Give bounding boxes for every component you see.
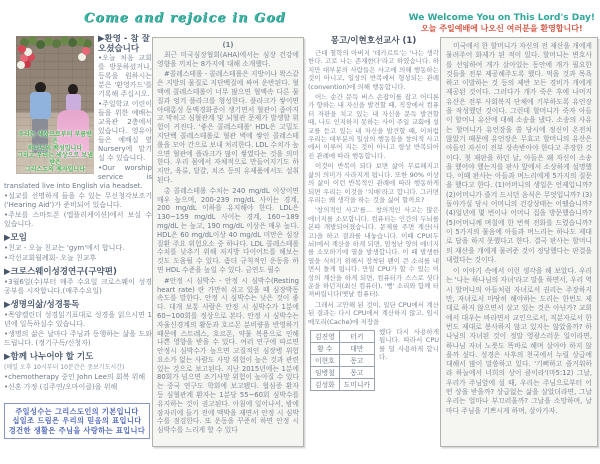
health-article-box xyxy=(152,37,304,447)
story-box xyxy=(440,37,598,447)
missionary-paragraph: '창의적인 사고'를... 창의적인 사고는 많은 에너지를 소모합니다. 컴퓨터는 인간의 두뇌를 본따 개발되어졌습니다. 문제를 주면 계산(사고)을 하고 결과를 내놓습니다. 이때 CPU(두뇌)에서 계산을 하게 되면, 엄청난 양의 에너지를 소모하기에 열을 발생합니다. 이 때 발생한 열을 식히기 위해서 장착된 팬이 큰 소리를 내면서 돌게 됩니다. 만일 CPU가 할 수 있는 이상의 계산을 하게 되면, 컴퓨터가 스스로 셧다운을 하던지(최신 컴퓨터), '뻥' 소리와 함께 터져버립니다(옛날 컴퓨터). xyxy=(308,206,439,299)
welcome-line-en: We Welcome You on This Lord's Day! xyxy=(408,13,595,23)
motto-line: 경건한 생활은 주님을 사랑하는 표입니다 xyxy=(8,425,146,435)
welcome-heading: ▶환영 - 참 잘 오셨습니다 xyxy=(98,34,150,54)
missionary-title: 몽고/이현호선교사 (1) xyxy=(330,36,417,46)
crossway-item: •3월6일(수)부터 매주 수요일 크로스웨이 성경공부를 시작합니다.(매주수요일) xyxy=(4,278,152,295)
notice-item: •주보를 스마트폰 (앱플리케이션)에서 보실 수 있습니다. xyxy=(4,211,152,228)
missionary-tail xyxy=(308,328,439,389)
prayer-item: •신혼 가정 (김주연/오마이클)을 위해 xyxy=(4,383,118,391)
story-paragraph: 이 이야기 속에서 이런 생각을 해 보았다. 우리는 '나는 하나님의 자녀'라고 말을 하면서, 우리 역시 할머니의 아들처럼 자녀로서 권리는 주장하지만, 자녀로서 마땅히 해야하는 도리는 한번도 제대로 하지 않으면서 살고 있는 것은 아닌가? 교회에서 대우는 바라면서 교인으로서, 직분자로서 한번도 제대로 봉사하지 않고 있지는 않았을까? 하나님의 자녀된 것이 정말 영광스러운 일이라면, 하나님 자녀 노릇도 똑바로 해며 살아야 하지 않을까 싶다. 성경은 사후의 천국에서 누릴 상급에 대해서 많이 말씀하고 있다. '기뻐하고 즐거워하라 하늘에서 너희의 상이 큼이라'(마5:12) 그날, 우리가 주님앞에 설 때, 우리는 주님으로부터 어떤 상을 받을까? 상급없는 삶을 살았더라면, 그날 우리는 얼마나 부끄러울까? 그날을 소망하며, 날마다 주님을 기쁘시게 하며, 살아가자. xyxy=(446,267,592,415)
couple-photo xyxy=(16,36,94,174)
prayer-time-note: (매일 오후 10시부터 10분간은 중보기도시간) xyxy=(4,364,125,371)
section-heading-prayer: ▶함께 나누어야 할 기도 xyxy=(4,352,94,362)
life-item: •생명의 삶은 날마다 주님과 동행하는 삶을 도와드립니다. (정기구독/신청자) xyxy=(4,330,152,347)
table-row: 김진영 터키 xyxy=(311,331,375,343)
notice-item: •설교를 선명하게 들을 수 있는 무선청각보조기('Hearing Aid')가 준비되어 있습니다. xyxy=(4,192,152,209)
missionary-paragraph: 그래서 고안해 된 것이, 일단 CPU에서 계산된 결과는 다시 CPU에서 계산하지 않고, 임시메모리(Cache)에 저장을 xyxy=(308,300,439,326)
section-heading-crossway: ▶크로스웨이성경연구(구약편) xyxy=(4,267,117,277)
motto-box xyxy=(4,403,150,440)
missionary-paragraph: 이것이 반복이 되다 보면 삶이 무료해지고 삶의 의미가 사라지게 됩니다. 또한 90% 이상의 삶이 이런 반복적인 관례에 따라 행동하게 되면 우리는 이것을 '치매'라고 합니다. 그러면 우리는 왜 생각을 하는 것을 싫어 할까요? xyxy=(308,162,439,204)
table-row: 김성화 도미니카 xyxy=(311,379,375,391)
notice-item: •주일학교 어린이들을 위한 예배는 교육관 2층에서 있습니다. 영유아들은 예배실 옆 Nursery에 맡기실 수 있습니다. xyxy=(98,100,152,162)
health-paragraph: #안정 시 심박수 - 안정 시 심박수(Resting heart rate) 란 가만히 쉬고 있을 때 심장박동 속도를 말한다. 안정 시 심박수는 낮은 것이 좋다. 대개 보통 사람은 안정 시 심박수가 1분에 60~100회를 정상으로 본다. 안정 시 심박수는 자율신경계의 활동과 호르몬 분비량을 반영하기 때문에 스트레스, 호르몬, 약물 복용으로 인해 나쁜 영향을 받을 수 있다. 여러 연구에 따르면 안정시 심박수가 높으면 고질적인 심장병 위험요소가 없는 사람도 사망 위험이 높은 것과 관련있는 것으로 보고된다. 지난 2015년에는 1분에 80회가 넘으면 조기사망 위험이 높아질 수 있다는 중국 연구도 학회에 보고됐다. 협심증 환자 등 심혈관계 환자는 1분당 55~60회 심박수를 유지하는 것이 권고된다. 아침에 일어나서, 밤에 잠자리에 들기 전에 맥박을 재면서 안정 시 심박수를 점검한다. 또 운동을 꾸준히 하면 안정 시 심박수를 느리게 할 수 있다 xyxy=(157,276,299,435)
health-paragraph: #콜레스테롤 - 콜레스테롤은 지방이나 왁스같은 지방의 물질로 지단백질에 싸여 운반된다. 혈액에 콜레스테롤이 너무 많으면 혈액속 다른 물질과 엉겨 플라크를 형성한다. 플라크가 쌓이면 아테롬성 동맥경화증이 생기면서 혈관이 좁아지고 막히고 심혈관계 및 뇌혈관 문제가 발생할 위험이 커진다. '좋은 콜레스테롤' HDL은 고밀도지단백 콜레스테롤로 혈관 벽에 쌓인 콜레스테롤을 모아 간으로 보내 처리한다. LDL 수치가 높으면 혈관에 플라크가 많이 쌓였다는 것을 의미한다. 우리 몸에서 자체적으로 만들어지기도 하지만, 육류, 달걀, 치즈 등의 유제품에서도 섭취된다. xyxy=(157,70,299,184)
prayer-item: •chemotherapy 중인 John Lee의 회복 위해 xyxy=(4,373,146,381)
health-article-number: (1) xyxy=(222,41,234,49)
story-paragraph: 미국에서 한 할머니가 자신의 전 재산을 개에게 물려주어 화제가 된 적이 있다. 할머니는 변호사를 선임하여 개가 살아있는 동안에 개가 필요한 것들을 전부 제공해주도록 했다. 먹을 것과 목욕하고 이발하는 것 등의 제반 모든 경비가 개에게 제공된 것이다. 그러다가 개가 죽은 후에 나머지 유산은 전부 사회복지 단체에 기부하도록 유언장을 작성했던 것이다. 그런데 할머니가 죽자 아들이 할머니 유산에 대해 소송을 냈다. 소송의 사유는 할머니가 유언장을 쓸 당시에 정신이 온전치 않았기 때문에 유언장은 무효고 할머니의 유산은 아들인 자신이 전부 상속받아야 한다고 주장한 것이다. 첫 재판을 하던 날, 아들은 왜 자신이 소송을 했어야 했는지를 판사 앞에서 소상하게 설명했다. 이때 판사는 아들과 며느리에게 5가지의 질문을 했다고 한다. (1)어머니의 생일은 언제입니까? (2)어머니가 즐겨 드시던 음식은 무엇입니까? (3)돌아가실 당시 어머니의 건강상태는 어땠습니까? (4)일년에 몇 번이나 어머니 집을 방문했습니까? (5)어머니께 며칠에 한 번씩 전화를 드렸습니까? 이 5가지의 물음에 아들과 며느리는 하나도 제대로 답을 하지 못했다고 한다. 결국 판사는 할머니의 재산을 개에게 물려준 것이 정당했다는 판결을 내렸다는 것이다. xyxy=(446,42,592,264)
table-row: 이현호 몽고 xyxy=(311,355,375,367)
table-row: 황 수 대만 xyxy=(311,343,375,355)
missionary-column xyxy=(308,35,439,449)
missionary-table xyxy=(310,330,375,391)
notice-item: •오늘 처음 교회를 방문하셨거나, 등록을 원하시는 분은 '환영카드'를 기록해 주십시오. xyxy=(98,54,152,98)
missionary-paragraph: 근대 철학의 아버지 '데카르트'는 '나는 생각한다. 고로 나는 존재한다'라고 하였습니다. 하지만 대부분의 사람들은 사고에 의해 행동하는 것이 아니고, 일상의 반복에서 형성되는 관례(convention)에 의해 행동합니다. xyxy=(308,49,439,91)
health-paragraph: 최근 미국심장협회(AHA)에서는 심장 건강에 영향을 끼치는 8가지에 대해 소개했다. xyxy=(157,50,299,68)
banner-title: Come and rejoice in God xyxy=(84,11,286,26)
photo-caption: 우리는 세상으로부터 부름받은 하나님의 백성입니다 그리고 우리는 세상으로 보냄받은 그리스도의 제자입니다 xyxy=(17,131,93,173)
flower-decoration xyxy=(18,45,26,53)
table-row: 임병철 몽고 xyxy=(311,367,375,379)
section-heading-meetings: ▶모임 xyxy=(4,233,27,243)
announcements-column xyxy=(4,34,152,452)
welcome-block xyxy=(409,13,595,34)
missionary-paragraph: 어느 순간 문득 버스 손잡이를 잡고 어디론 가 향하는 내 자신을 발견할 때, 직장에서 컴퓨터 자판을 치고 있는 내 자신을 문득 발견할 때, 나도 인지하지 못하는 사이 주일 교회에 설교를 듣고 있는 내 자신을 발견할 때, 이처럼 우리는 대부분의 일상의 행동들을 창의적 사고에서 이루어 지는 것이 아니고 항상 반복되어진 관례에 따라 행동합니다. xyxy=(308,93,439,160)
meeting-item: •각선교회월례회- 오늘 친교후 xyxy=(4,254,97,262)
section-heading-life: ▶생명의삶/성경통독 xyxy=(4,300,80,310)
meeting-item: •친교 - 오늘 친교는 'gym'에서 합니다. xyxy=(4,244,125,252)
health-paragraph: 총 콜레스테롤 수치는 240 mg/dL 이상이면 매우 높으며, 200-239 mg/dL 사이는 경계, 200 mg/dL 이하를 유지해야 한다. LDL은 130~159 mg/dL 사이는 경계, 160~189 mg/dL 는 높고, 190 mg/dL 이상은 매우 높다. HDL은 60 mg/dL이상 40 mg/dL 미만은 심장질환 주요 위험요소 중 하나다. LDL 콜레스테롤 수치를 낮추기 위해 저지방 다이어트를 해보는 것도 도움될 수 있다. 좀더 규칙적인 운동을 하면 HDL 수준을 높일 수 있다. 금연도 필수 xyxy=(157,186,299,274)
motto-line: 십일조 드림은 우리의 믿음의 표입니다 xyxy=(12,416,142,425)
welcome-line-ko: 오늘 주일예배에 나오신 여러분을 환영합니다! xyxy=(421,24,583,33)
notice-item: •Our worship service is translated live into English via headset. xyxy=(4,164,152,190)
motto-line: 주일성수는 그리스도인의 기본입니다 xyxy=(15,406,139,416)
missionary-paragraph: 했다 다시 사용하게 됩니다. 따라서 CPU를 덜 사용하게 합니다. xyxy=(378,328,439,362)
life-item: •목양캘린더 성경읽기표대로 성경을 읽으시면 1년에 일독하실수 있습니다. xyxy=(4,311,152,328)
